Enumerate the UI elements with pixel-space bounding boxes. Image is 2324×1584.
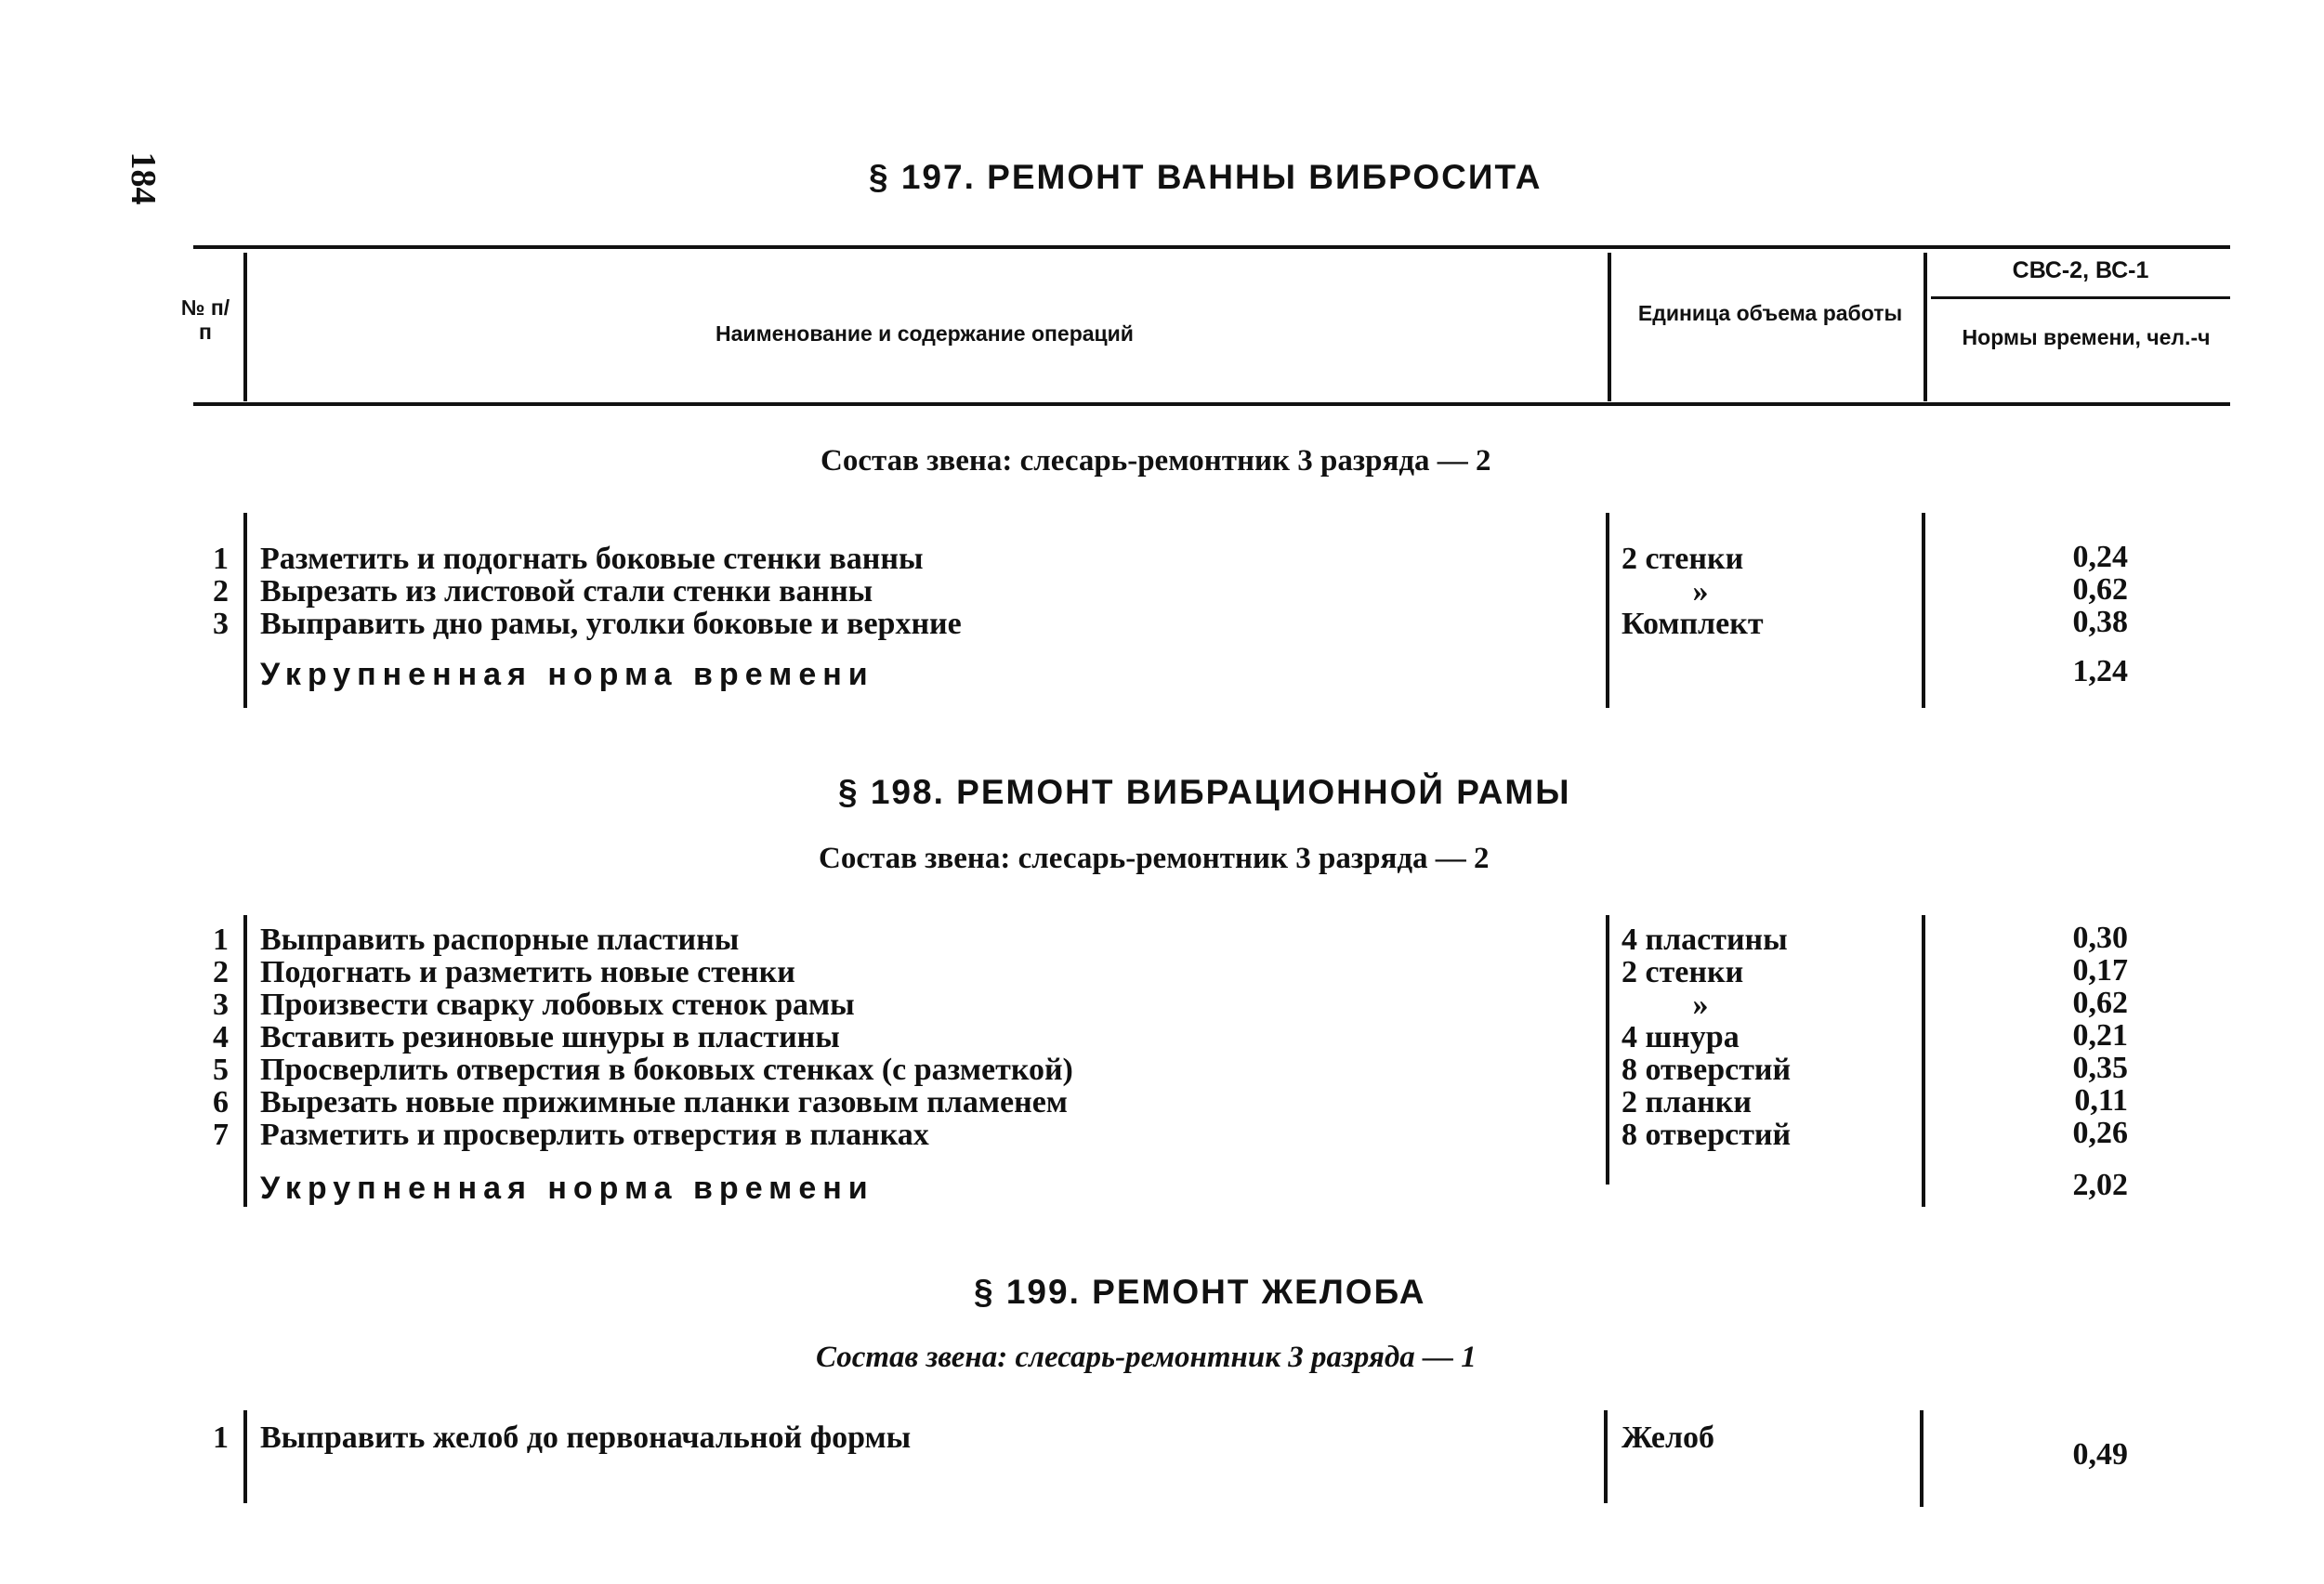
- enlarged-norm-label: Укрупненная норма времени: [260, 1171, 874, 1206]
- operation-text: Подогнать и разметить новые стенки: [260, 955, 795, 989]
- section-199-divider-1: [243, 1410, 247, 1503]
- header-col-name: Наименование и содержание операций: [716, 321, 1134, 346]
- work-unit: Комплект: [1622, 607, 1764, 641]
- time-norm: 0,49: [2072, 1437, 2128, 1472]
- header-col-unit: Единица объема работы: [1637, 301, 1903, 325]
- work-unit: 8 отверстий: [1622, 1053, 1792, 1087]
- section-197-divider-2: [1606, 513, 1609, 708]
- section-198-divider-1: [243, 915, 247, 1207]
- row-number: 1: [213, 542, 229, 576]
- work-unit: 2 планки: [1622, 1085, 1752, 1119]
- operation-text: Просверлить отверстия в боковых стенках (с разметкой): [260, 1053, 1073, 1087]
- time-norm: 0,26: [2072, 1116, 2128, 1150]
- header-top-rule: [193, 245, 2230, 249]
- enlarged-norm-value: 2,02: [2072, 1168, 2128, 1202]
- row-number: 7: [213, 1118, 229, 1152]
- work-unit: 8 отверстий: [1622, 1118, 1792, 1152]
- work-unit: Желоб: [1622, 1420, 1715, 1455]
- header-divider-3: [1924, 253, 1927, 401]
- work-unit: 2 стенки: [1622, 955, 1744, 989]
- section-199-divider-2: [1604, 1410, 1608, 1503]
- header-bottom-rule: [193, 402, 2230, 406]
- operation-text: Вырезать новые прижимные планки газовым пламенем: [260, 1085, 1068, 1119]
- enlarged-norm-label: Укрупненная норма времени: [260, 657, 874, 692]
- crew-198: Состав звена: слесарь-ремонтник 3 разряда — 2: [819, 842, 1490, 875]
- time-norm: 0,24: [2072, 540, 2128, 574]
- header-divider-2: [1608, 253, 1611, 401]
- work-unit: 2 стенки: [1622, 542, 1744, 576]
- row-number: 1: [213, 923, 229, 957]
- work-unit: »: [1692, 988, 1709, 1022]
- row-number: 4: [213, 1020, 229, 1054]
- operation-text: Разметить и подогнать боковые стенки ванны: [260, 542, 924, 576]
- operation-text: Вставить резиновые шнуры в пластины: [260, 1020, 840, 1054]
- operation-text: Выправить желоб до первоначальной формы: [260, 1420, 912, 1455]
- section-197-divider-1: [243, 513, 247, 708]
- row-number: 3: [213, 607, 229, 641]
- section-199-divider-3: [1920, 1410, 1924, 1507]
- header-divider-1: [243, 253, 247, 401]
- header-sub-rule: [1931, 296, 2230, 299]
- time-norm: 0,11: [2074, 1083, 2128, 1118]
- row-number: 6: [213, 1085, 229, 1119]
- operation-text: Выправить дно рамы, уголки боковые и верхние: [260, 607, 962, 641]
- time-norm: 0,62: [2072, 986, 2128, 1020]
- enlarged-norm-value: 1,24: [2072, 654, 2128, 688]
- page-number: 184: [124, 151, 163, 205]
- time-norm: 0,35: [2072, 1051, 2128, 1085]
- section-title-199: § 199. РЕМОНТ ЖЕЛОБА: [974, 1273, 1426, 1311]
- section-title-198: § 198. РЕМОНТ ВИБРАЦИОННОЙ РАМЫ: [838, 773, 1571, 811]
- header-col-number: № п/п: [180, 295, 230, 344]
- time-norm: 0,30: [2072, 921, 2128, 955]
- header-col-norm: Нормы времени, чел.-ч: [1962, 325, 2211, 349]
- crew-197: Состав звена: слесарь-ремонтник 3 разряда — 2: [821, 444, 1491, 478]
- time-norm: 0,62: [2072, 572, 2128, 607]
- section-197-divider-3: [1922, 513, 1925, 708]
- crew-199: Состав звена: слесарь-ремонтник 3 разряда — 1: [816, 1341, 1477, 1374]
- work-unit: »: [1692, 574, 1709, 609]
- operation-text: Разметить и просверлить отверстия в планках: [260, 1118, 929, 1152]
- section-198-divider-2: [1606, 915, 1609, 1185]
- row-number: 1: [213, 1420, 229, 1455]
- work-unit: 4 шнура: [1622, 1020, 1740, 1054]
- row-number: 2: [213, 574, 229, 609]
- time-norm: 0,17: [2072, 953, 2128, 988]
- operation-text: Произвести сварку лобовых стенок рамы: [260, 988, 855, 1022]
- header-col-machine: СВС-2, ВС-1: [2012, 257, 2149, 283]
- operation-text: Вырезать из листовой стали стенки ванны: [260, 574, 873, 609]
- row-number: 5: [213, 1053, 229, 1087]
- time-norm: 0,38: [2072, 605, 2128, 639]
- time-norm: 0,21: [2072, 1018, 2128, 1053]
- row-number: 3: [213, 988, 229, 1022]
- section-title-197: § 197. РЕМОНТ ВАННЫ ВИБРОСИТА: [869, 158, 1543, 196]
- row-number: 2: [213, 955, 229, 989]
- section-198-divider-3: [1922, 915, 1925, 1207]
- work-unit: 4 пластины: [1622, 923, 1788, 957]
- operation-text: Выправить распорные пластины: [260, 923, 740, 957]
